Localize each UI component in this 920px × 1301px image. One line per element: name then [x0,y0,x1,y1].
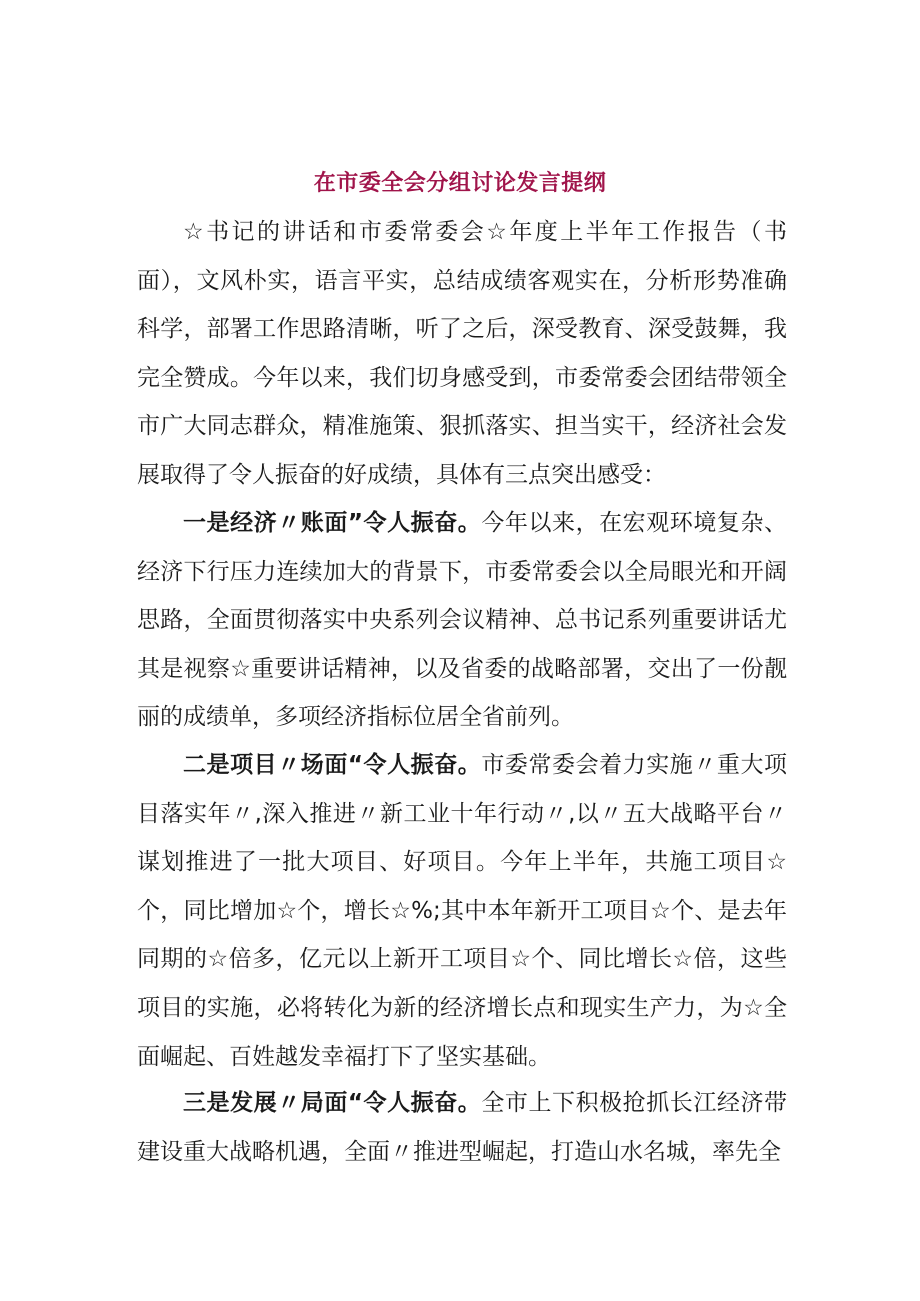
paragraph-point-one [137,499,787,742]
paragraph-body: ☆书记的讲话和市委常委会☆年度上半年工作报告（书面），文风朴实，语言平实，总结成绩客观实在，分析形势准确科学，部署工作思路清晰，听了之后，深受教育、深受鼓舞，我完全赞成。今年以来，我们切身感受到，市委常委会团结带领全市广大同志群众，精准施策、狠抓落实、担当实干，经济社会发展取得了令人振奋的好成绩，具体有三点突出感受： [137,219,787,488]
paragraph-body: 全市上下积极抢抓长江经济带建设重大战略机遇，全面〃推进型崛起，打造山水名城，率先全 [137,1090,788,1165]
paragraph-point-two [137,741,787,1081]
paragraph-intro [137,208,787,500]
paragraph-body: 今年以来，在宏观环境复杂、经济下行压力连续加大的背景下，市委常委会以全局眼光和开阔思路，全面贯彻落实中央系列会议精神、总书记系列重要讲话尤其是视察☆重要讲话精神，以及省委的战略部署，交出了一份靓丽的成绩单，多项经济指标位居全省前列。 [137,510,788,731]
paragraph-body: 市委常委会着力实施〃重大项目落实年〃,深入推进〃新工业十年行动〃,以〃五大战略平台〃谋划推进了一批大项目、好项目。今年上半年，共施工项目☆个，同比增加☆个，增长☆%;其中本年新开工项目☆个、是去年同期的☆倍多，亿元以上新开工项目☆个、同比增长☆倍，这些项目的实施，必将转化为新的经济增长点和现实生产力，为☆全面崛起、百姓越发幸福打下了坚实基础。 [137,752,788,1070]
paragraph-lead: 三是发展〃局面“令人振奋。 [183,1090,482,1116]
paragraph-point-three [137,1079,787,1176]
paragraph-lead: 二是项目〃场面“令人振奋。 [183,752,482,778]
document-title: 在市委全会分组讨论发言提纲 [313,171,607,196]
paragraph-lead: 一是经济〃账面”令人振奋。 [183,510,482,536]
